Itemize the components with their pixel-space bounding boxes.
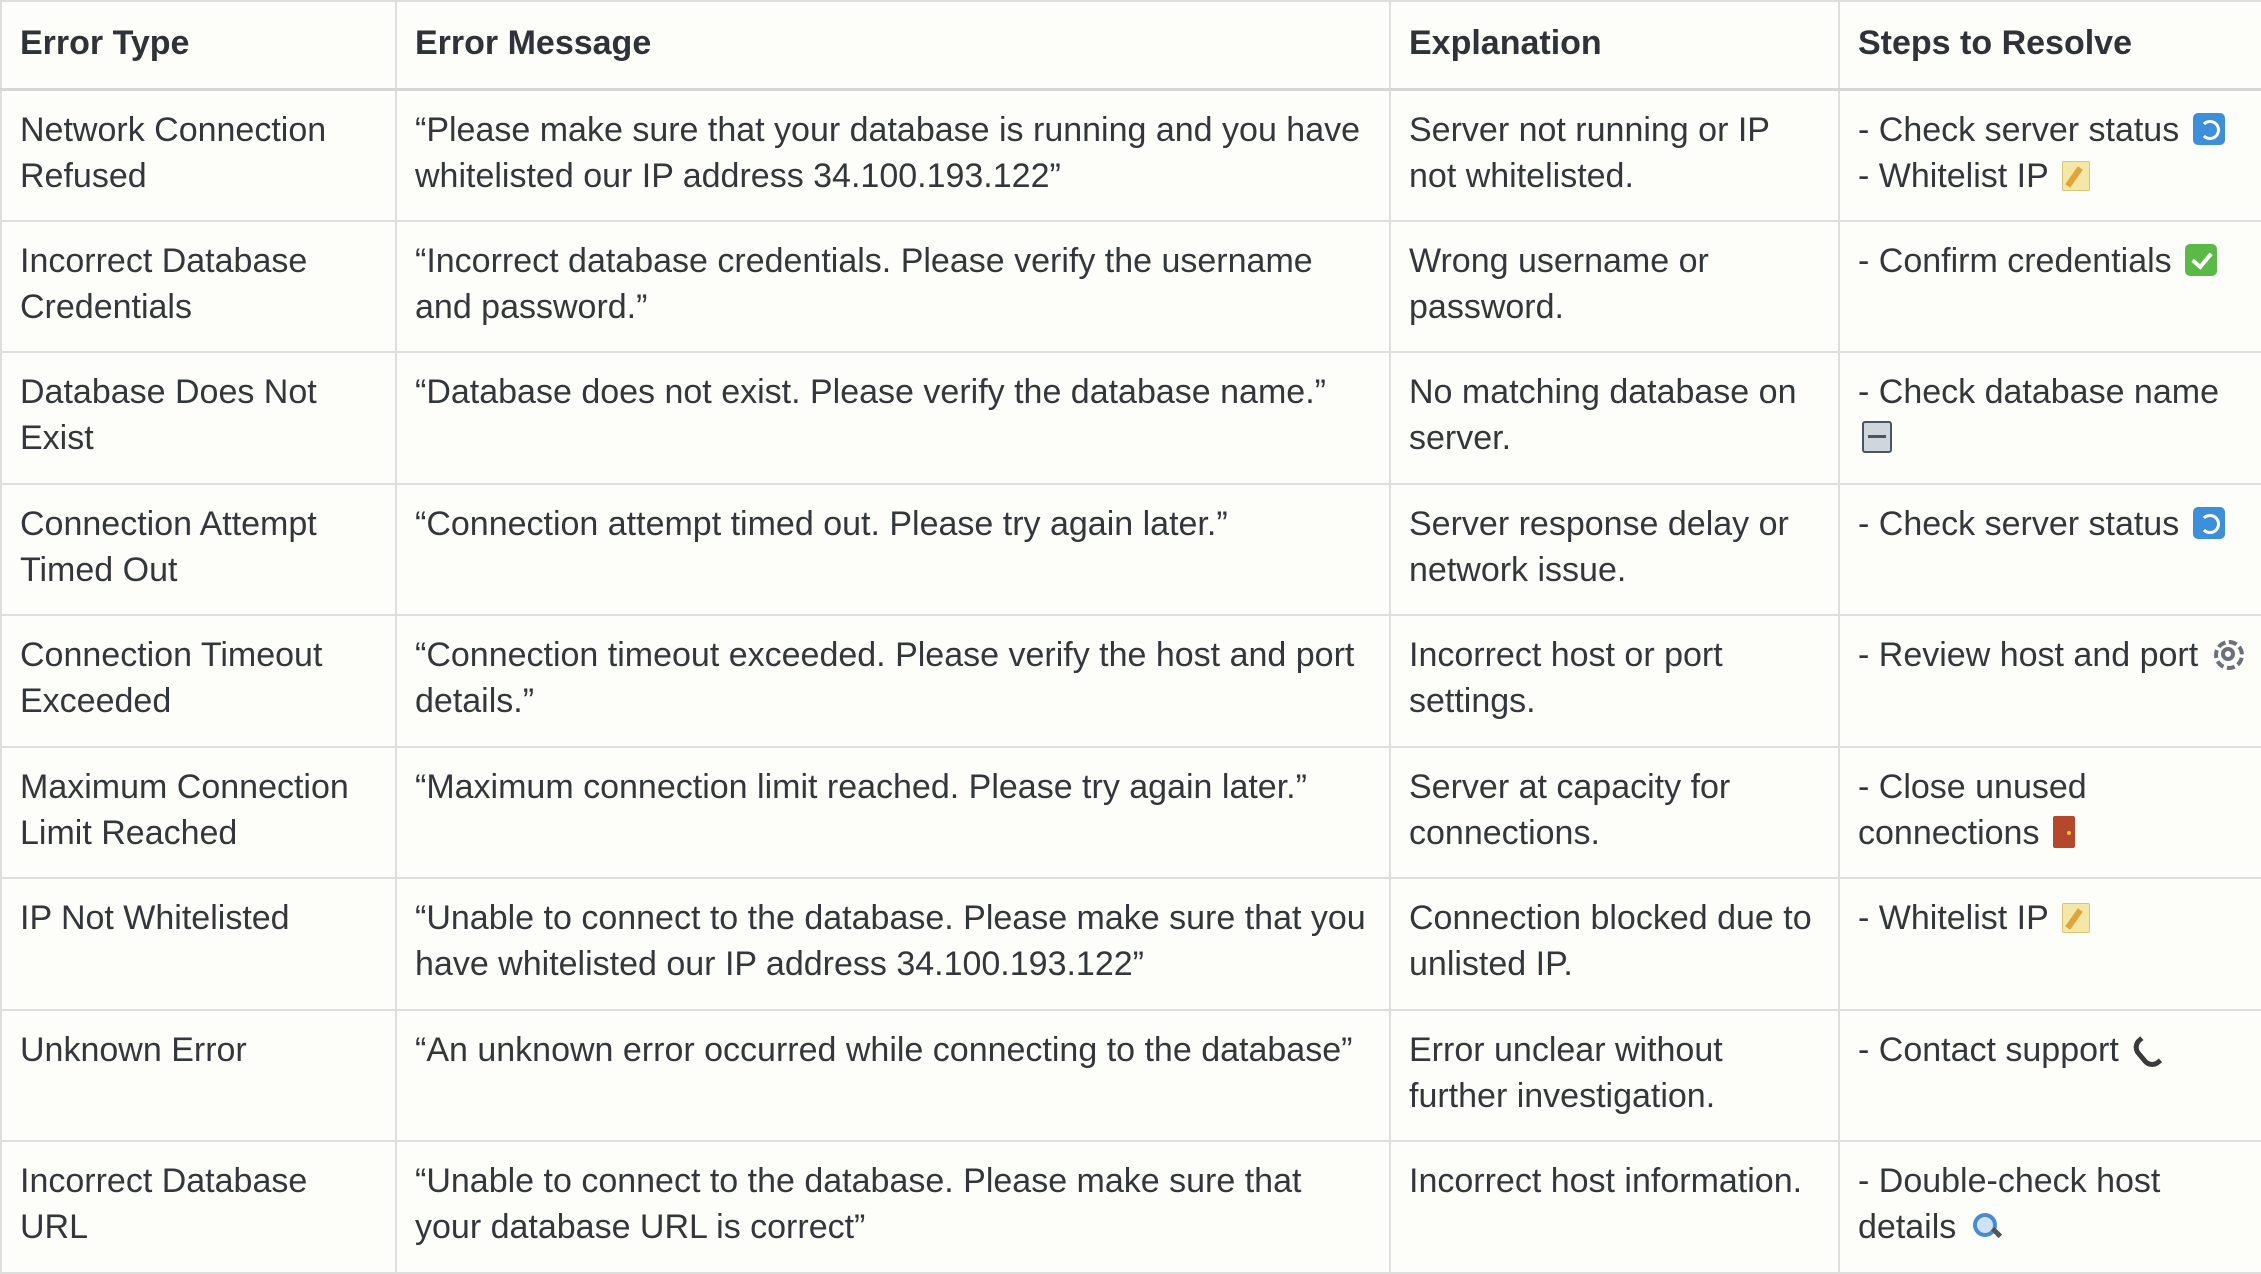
door-icon: [2053, 816, 2075, 848]
telephone-icon: [2132, 1033, 2164, 1065]
steps-cell: [1839, 747, 2261, 879]
file-cabinet-icon: [1862, 421, 1892, 453]
table-row: [1, 878, 2261, 1010]
table-row: [1, 1141, 2261, 1273]
table-row: [1, 615, 2261, 747]
step-text: - Confirm credentials: [1858, 241, 2172, 280]
magnifier-icon: [1970, 1210, 2002, 1242]
explanation-cell: Server not running or IP not whitelisted.: [1390, 89, 1839, 221]
refresh-icon: [2193, 507, 2225, 539]
steps-cell: [1839, 615, 2261, 747]
explanation-cell: Incorrect host information.: [1390, 1141, 1839, 1273]
step-text: - Whitelist IP: [1858, 899, 2049, 937]
error-message-cell: “An unknown error occurred while connecting to the database”: [396, 1010, 1390, 1142]
error-message-cell: “Unable to connect to the database. Please make sure that your database URL is correct”: [396, 1141, 1390, 1273]
gear-icon: [2212, 638, 2244, 670]
step-text: - Check server status: [1858, 110, 2180, 149]
step-text: - Check database name: [1858, 373, 2219, 411]
error-type-cell: Maximum Connection Limit Reached: [1, 747, 396, 879]
error-message-cell: “Connection timeout exceeded. Please verify the host and port details.”: [396, 615, 1390, 747]
steps-cell: [1839, 221, 2261, 353]
table-row: [1, 352, 2261, 484]
explanation-cell: Wrong username or password.: [1390, 221, 1839, 353]
check-mark-icon: [2185, 244, 2217, 276]
error-type-cell: Network Connection Refused: [1, 89, 396, 221]
step-text: - Double-check host details: [1858, 1162, 2161, 1246]
header-error-type: Error Type: [1, 1, 396, 89]
error-message-cell: “Incorrect database credentials. Please verify the username and password.”: [396, 221, 1390, 353]
steps-cell: [1839, 1141, 2261, 1273]
error-type-cell: Database Does Not Exist: [1, 352, 396, 484]
table-row: [1, 221, 2261, 353]
explanation-cell: Incorrect host or port settings.: [1390, 615, 1839, 747]
error-type-cell: Unknown Error: [1, 1010, 396, 1142]
steps-cell: [1839, 89, 2261, 221]
step-text: - Whitelist IP: [1858, 156, 2049, 195]
explanation-cell: Connection blocked due to unlisted IP.: [1390, 878, 1839, 1010]
table-row: [1, 747, 2261, 879]
table-row: [1, 484, 2261, 616]
error-type-cell: Connection Attempt Timed Out: [1, 484, 396, 616]
memo-icon: [2062, 903, 2090, 933]
error-message-cell: “Unable to connect to the database. Please make sure that you have whitelisted our IP address 34.100.193.122”: [396, 878, 1390, 1010]
error-type-cell: Incorrect Database Credentials: [1, 221, 396, 353]
header-explanation: Explanation: [1390, 1, 1839, 89]
header-row: [1, 1, 2261, 89]
refresh-icon: [2193, 113, 2225, 145]
explanation-cell: Server at capacity for connections.: [1390, 747, 1839, 879]
step-text: - Contact support: [1858, 1030, 2119, 1069]
memo-icon: [2062, 161, 2090, 191]
error-type-cell: IP Not Whitelisted: [1, 878, 396, 1010]
table-row: [1, 1010, 2261, 1142]
header-error-message: Error Message: [396, 1, 1390, 89]
steps-cell: [1839, 1010, 2261, 1142]
step-text: - Review host and port: [1858, 636, 2199, 674]
header-steps-to-resolve: Steps to Resolve: [1839, 1, 2261, 89]
table-row: [1, 89, 2261, 221]
error-message-cell: “Maximum connection limit reached. Please try again later.”: [396, 747, 1390, 879]
steps-cell: [1839, 352, 2261, 484]
error-message-cell: “Database does not exist. Please verify the database name.”: [396, 352, 1390, 484]
explanation-cell: Error unclear without further investigation.: [1390, 1010, 1839, 1142]
steps-cell: [1839, 484, 2261, 616]
error-message-cell: “Please make sure that your database is running and you have whitelisted our IP address 34.100.193.122”: [396, 89, 1390, 221]
explanation-cell: No matching database on server.: [1390, 352, 1839, 484]
step-text: - Check server status: [1858, 504, 2180, 543]
explanation-cell: Server response delay or network issue.: [1390, 484, 1839, 616]
step-text: - Close unused connections: [1858, 767, 2087, 852]
steps-cell: [1839, 878, 2261, 1010]
error-type-cell: Connection Timeout Exceeded: [1, 615, 396, 747]
error-type-cell: Incorrect Database URL: [1, 1141, 396, 1273]
error-message-cell: “Connection attempt timed out. Please try again later.”: [396, 484, 1390, 616]
